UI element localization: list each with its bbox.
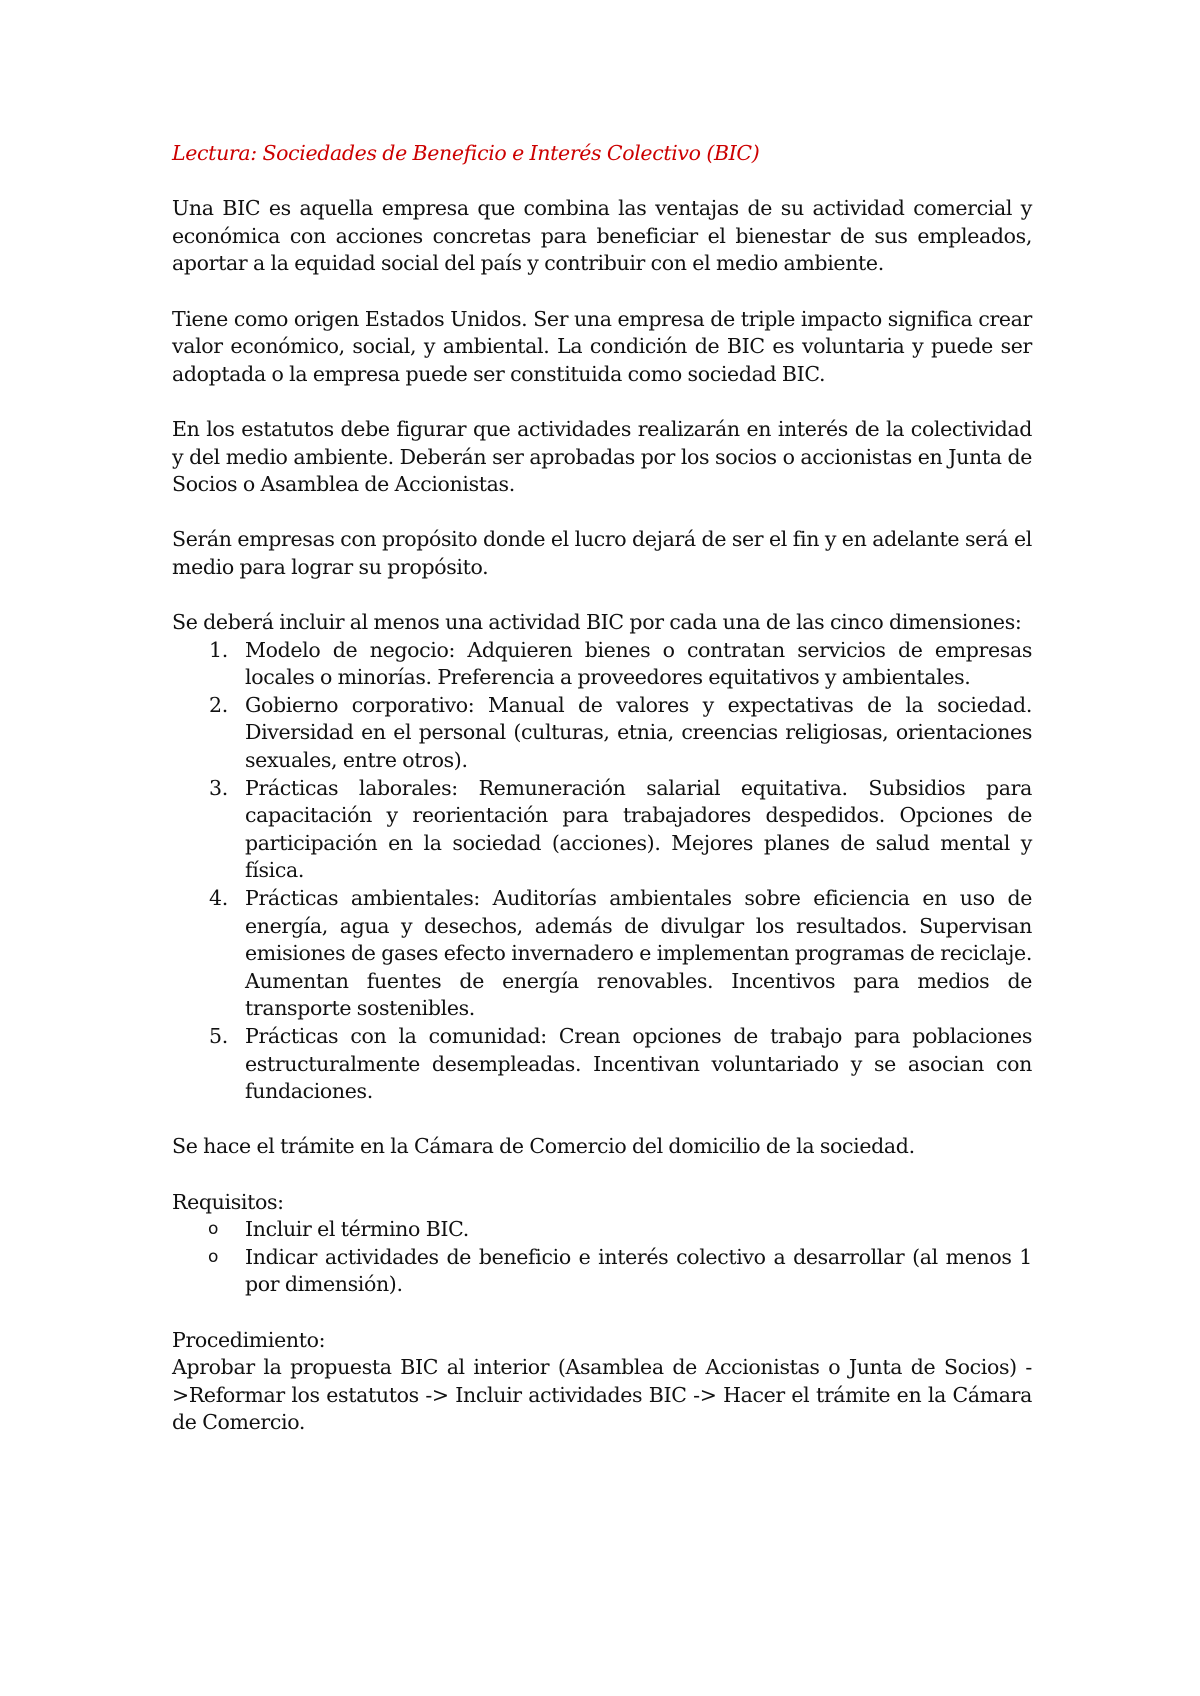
document-title: Lectura: Sociedades de Beneficio e Interés Colectivo (BIC)	[172, 141, 760, 165]
requisitos-list	[172, 1216, 1032, 1299]
hollow-bullet-icon: o	[208, 1219, 219, 1240]
dimensions-intro: Se deberá incluir al menos una actividad BIC por cada una de las cinco dimensiones:	[172, 610, 1022, 635]
paragraph-tramite: Se hace el trámite en la Cámara de Comercio del domicilio de la sociedad.	[172, 1134, 915, 1159]
paragraph-definition: Una BIC es aquella empresa que combina las ventajas de su actividad comercial y económica con acciones concretas para beneficiar el bienestar de sus empleados, aportar a la equidad social del país y contribuir con el medio ambiente.	[172, 196, 1032, 276]
dimensions-list	[172, 637, 1032, 1106]
requisito-text: Indicar actividades de beneficio e interés colectivo a desarrollar (al menos 1 por dimensión).	[245, 1244, 1032, 1297]
paragraph-origin: Tiene como origen Estados Unidos. Ser una empresa de triple impacto significa crear valor económico, social, y ambiental. La condición de BIC es voluntaria y puede ser adoptada o la empresa puede ser constituida como sociedad BIC.	[172, 306, 1032, 386]
dimension-item: Gobierno corporativo: Manual de valores y expectativas de la sociedad. Diversidad en el personal (culturas, etnia, creencias religiosas, orientaciones sexuales, entre otros).	[245, 692, 1032, 773]
dimension-item: Prácticas laborales: Remuneración salarial equitativa. Subsidios para capacitación y reorientación para trabajadores despedidos. Opciones de participación en la sociedad (acciones). Mejores planes de salud mental y física.	[245, 775, 1032, 883]
requisito-item	[208, 1216, 1032, 1244]
dimension-item: Prácticas ambientales: Auditorías ambientales sobre eficiencia en uso de energía, agua y desechos, además de divulgar los resultados. Supervisan emisiones de gases efecto invernadero e implementan programas de reciclaje. Aumentan fuentes de energía renovables. Incentivos para medios de transporte sostenibles.	[245, 886, 1032, 1021]
requisito-text: Incluir el término BIC.	[245, 1217, 469, 1242]
document-page	[172, 140, 1032, 1465]
hollow-bullet-icon: o	[208, 1246, 219, 1267]
paragraph-statutes: En los estatutos debe figurar que actividades realizarán en interés de la colectividad y del medio ambiente. Deberán ser aprobadas por los socios o accionistas en Junta de Socios o Asamblea de Accionistas.	[172, 416, 1032, 497]
paragraph-purpose: Serán empresas con propósito donde el lucro dejará de ser el fin y en adelante será el medio para lograr su propósito.	[172, 527, 1032, 579]
dimension-item: Prácticas con la comunidad: Crean opciones de trabajo para poblaciones estructuralmente desempleadas. Incentivan voluntariado y se asocian con fundaciones.	[245, 1024, 1032, 1104]
requisitos-heading: Requisitos:	[172, 1189, 284, 1214]
dimension-item: Modelo de negocio: Adquieren bienes o contratan servicios de empresas locales o minorías. Preferencia a proveedores equitativos y ambientales.	[245, 637, 1032, 690]
procedimiento-heading: Procedimiento:	[172, 1327, 326, 1352]
requisito-item	[208, 1244, 1032, 1299]
procedimiento-text: Aprobar la propuesta BIC al interior (Asamblea de Accionistas o Junta de Socios) ->Reformar los estatutos -> Incluir actividades BIC -> Hacer el trámite en la Cámara de Comercio.	[172, 1355, 1032, 1435]
